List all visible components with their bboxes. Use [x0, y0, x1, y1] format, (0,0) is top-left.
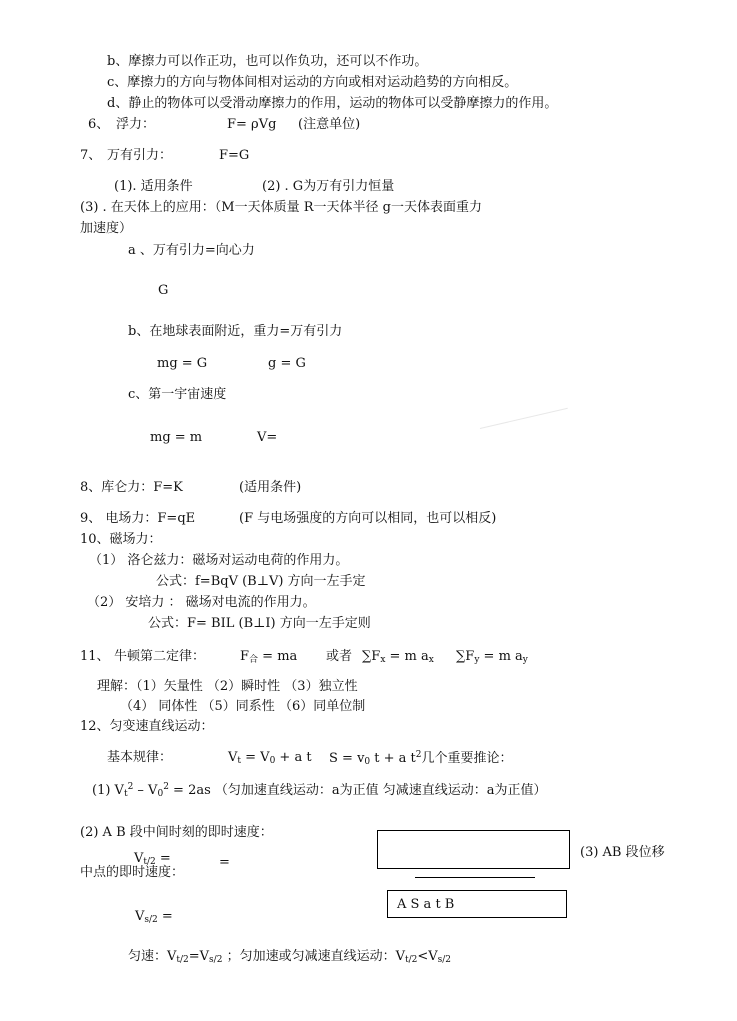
uniform-label: 12、匀变速直线运动： [80, 719, 214, 734]
magnetic-label: 10、磁场力： [80, 532, 162, 547]
gravitation-c-label: c、第一宇宙速度 [128, 387, 227, 402]
gravitation-b-label: b、在地球表面附近，重力=万有引力 [128, 324, 343, 339]
uniform-vs2: $V_{s/2}$ = [135, 909, 173, 925]
buoyancy-note: (注意单位) [298, 117, 361, 132]
electric-label: 9、 电场力：F=qE [80, 511, 196, 526]
newton-or: 或者 [326, 649, 353, 664]
buoyancy-num: 6、 [88, 117, 110, 132]
gravitation-a-label: a 、万有引力=向心力 [128, 243, 255, 258]
gravitation-formula: F=G [219, 148, 250, 163]
magnetic-ampere-formula: 公式：F= BIL (B⊥I) 方向一左手定则 [148, 616, 371, 631]
newton-F-formula: $F_合$ = ma [240, 649, 298, 665]
gravitation-b-mg: mg = G [157, 356, 208, 371]
gravitation-num: 7、 [80, 148, 102, 163]
magnetic-ampere: （2） 安培力 ： 磁场对电流的作用力。 [87, 595, 316, 610]
faint-stroke [480, 408, 568, 429]
uniform-vt: $V_t = V_0 + a$ t [228, 750, 312, 766]
uniform-final: 匀速：$V_{t/2}=V_{s/2}$ ；匀加速或匀减速直线运动：$V_{t/2}<V_{s/2}$ [128, 949, 452, 965]
magnetic-lorentz-formula: 公式：f=BqV (B⊥V) 方向一左手定 [156, 574, 366, 589]
gravitation-a-G: G [158, 283, 169, 298]
newton-label: 牛顿第二定律： [114, 649, 206, 664]
gravitation-label: 万有引力： [107, 148, 173, 163]
uniform-basic: 基本规律： [107, 750, 173, 765]
buoyancy-label: 浮力： [116, 117, 156, 132]
fraction-line [415, 877, 535, 878]
newton-understand1: 理解：（1）矢量性 （2）瞬时性 （3）独立性 [97, 679, 358, 694]
uniform-s: $S = v_0$ t + a $t^2$几个重要推论： [329, 750, 513, 767]
gravitation-c-V: V= [257, 430, 278, 445]
uniform-inference1: (1) $V_t^2 - V_0^2 = 2as$ （匀加速直线运动：a为正值 匀减速直线运动：a为正值） [92, 782, 547, 799]
gravitation-cond2: (2) . G为万有引力恒量 [262, 179, 395, 194]
newton-sum-x: $\sum F_x = m$ $a_x$ [362, 649, 434, 665]
coulomb-note: (适用条件) [239, 480, 302, 495]
magnetic-lorentz: （1） 洛仑兹力：磁场对运动电荷的作用力。 [89, 553, 349, 568]
segment-diagram-label: A S a t B [397, 897, 455, 912]
newton-understand2: （4） 同体性 （5）同系性 （6）同单位制 [120, 699, 366, 714]
gravitation-cond1: (1). 适用条件 [114, 179, 193, 194]
buoyancy-formula: F= ρVg [227, 117, 277, 132]
uniform-inference2: (2) A B 段中间时刻的即时速度： [80, 825, 273, 840]
uniform-eq: = [219, 855, 230, 870]
gravitation-app-line1: (3) . 在天体上的应用：（M一天体质量 R一天体半径 g一天体表面重力 [80, 200, 482, 215]
gravitation-b-g: g = G [268, 356, 306, 371]
uniform-vt2: $V_{t/2}$ = [134, 851, 171, 867]
gravitation-app-line2: 加速度） [80, 221, 133, 236]
friction-b: b、摩擦力可以作正功，也可以作负功，还可以不作功。 [107, 54, 428, 69]
formula-box-top [377, 830, 570, 869]
uniform-mid: 中点的即时速度： [80, 865, 185, 880]
friction-c: c、摩擦力的方向与物体间相对运动的方向或相对运动趋势的方向相反。 [107, 75, 518, 90]
gravitation-c-mg: mg = m [150, 430, 203, 445]
friction-d: d、静止的物体可以受滑动摩擦力的作用，运动的物体可以受静摩擦力的作用。 [107, 96, 558, 111]
newton-num: 11、 [80, 649, 110, 664]
newton-sum-y: $\sum F_y = m$ $a_y$ [456, 649, 528, 665]
coulomb-label: 8、库仑力：F=K [80, 480, 183, 495]
electric-note: (F 与电场强度的方向可以相同，也可以相反) [239, 511, 497, 526]
uniform-inference3: (3) AB 段位移 [580, 845, 665, 860]
